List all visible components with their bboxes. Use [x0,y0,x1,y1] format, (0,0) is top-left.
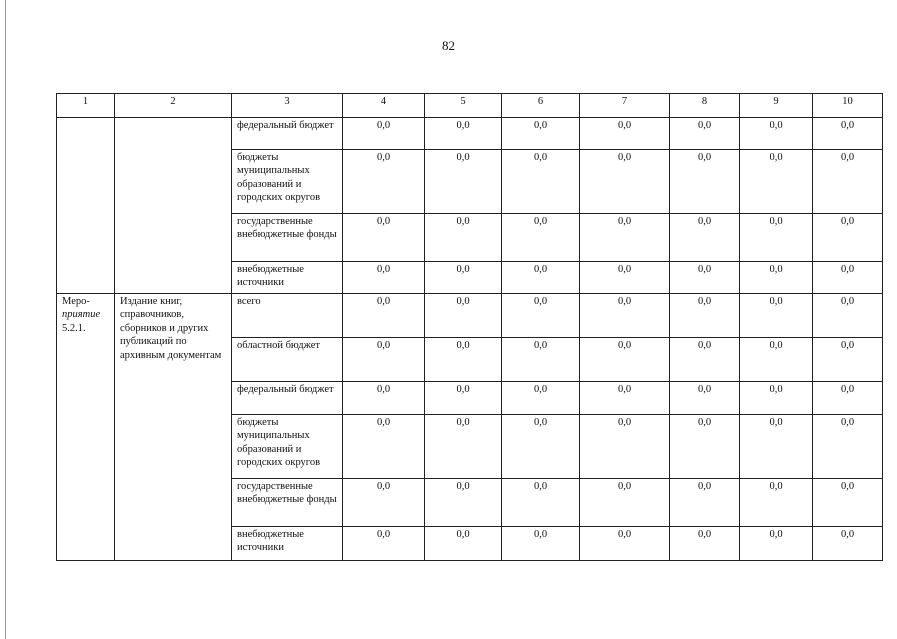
col-header: 6 [502,94,580,118]
value-cell: 0,0 [670,382,740,415]
col-header: 1 [57,94,115,118]
col-header: 3 [232,94,343,118]
value-cell: 0,0 [670,214,740,262]
value-cell: 0,0 [740,118,813,150]
value-cell: 0,0 [580,382,670,415]
value-cell: 0,0 [813,294,883,338]
value-cell: 0,0 [425,118,502,150]
value-cell: 0,0 [425,262,502,294]
table-row [57,294,883,338]
value-cell: 0,0 [502,118,580,150]
value-cell: 0,0 [813,338,883,382]
value-cell: 0,0 [425,415,502,479]
value-cell: 0,0 [580,479,670,527]
source-cell: бюджеты муниципальных образований и городских округов [232,150,343,214]
value-cell: 0,0 [813,150,883,214]
value-cell: 0,0 [670,118,740,150]
value-cell: 0,0 [580,150,670,214]
value-cell: 0,0 [343,262,425,294]
value-cell: 0,0 [670,415,740,479]
value-cell: 0,0 [580,338,670,382]
col-header: 4 [343,94,425,118]
value-cell: 0,0 [502,214,580,262]
empty-name-cell [115,118,232,294]
source-cell: областной бюджет [232,338,343,382]
value-cell: 0,0 [502,150,580,214]
value-cell: 0,0 [580,527,670,561]
value-cell: 0,0 [670,338,740,382]
value-cell: 0,0 [670,150,740,214]
value-cell: 0,0 [425,214,502,262]
col-header: 9 [740,94,813,118]
value-cell: 0,0 [425,338,502,382]
value-cell: 0,0 [343,382,425,415]
source-cell: внебюджетные источники [232,262,343,294]
measure-code-line: Меро- [62,296,90,307]
value-cell: 0,0 [813,262,883,294]
measure-code-line: 5.2.1. [62,322,86,334]
page-left-edge-rule [5,0,6,639]
value-cell: 0,0 [502,527,580,561]
value-cell: 0,0 [740,338,813,382]
value-cell: 0,0 [813,118,883,150]
value-cell: 0,0 [813,527,883,561]
value-cell: 0,0 [502,262,580,294]
value-cell: 0,0 [670,479,740,527]
value-cell: 0,0 [740,527,813,561]
measure-code-cell [57,294,115,561]
value-cell: 0,0 [813,415,883,479]
value-cell: 0,0 [580,118,670,150]
col-header: 2 [115,94,232,118]
value-cell: 0,0 [813,382,883,415]
value-cell: 0,0 [813,214,883,262]
value-cell: 0,0 [670,527,740,561]
value-cell: 0,0 [502,479,580,527]
value-cell: 0,0 [502,338,580,382]
source-cell: федеральный бюджет [232,118,343,150]
value-cell: 0,0 [502,415,580,479]
value-cell: 0,0 [343,294,425,338]
value-cell: 0,0 [343,338,425,382]
source-cell: всего [232,294,343,338]
page-number: 82 [442,38,455,53]
source-cell: бюджеты муниципальных образований и городских округов [232,415,343,479]
value-cell: 0,0 [343,150,425,214]
value-cell: 0,0 [580,415,670,479]
value-cell: 0,0 [740,479,813,527]
value-cell: 0,0 [740,262,813,294]
empty-code-cell [57,118,115,294]
value-cell: 0,0 [813,479,883,527]
value-cell: 0,0 [343,415,425,479]
measure-code-line: приятие [62,309,101,321]
value-cell: 0,0 [425,294,502,338]
value-cell: 0,0 [740,382,813,415]
col-header: 8 [670,94,740,118]
value-cell: 0,0 [670,294,740,338]
value-cell: 0,0 [740,294,813,338]
value-cell: 0,0 [425,382,502,415]
value-cell: 0,0 [670,262,740,294]
source-cell: федеральный бюджет [232,382,343,415]
source-cell: государственные внебюджетные фонды [232,214,343,262]
funding-table [56,93,883,561]
value-cell: 0,0 [740,150,813,214]
value-cell: 0,0 [580,294,670,338]
col-header: 10 [813,94,883,118]
table-row [57,118,883,150]
value-cell: 0,0 [580,262,670,294]
value-cell: 0,0 [740,415,813,479]
value-cell: 0,0 [425,150,502,214]
value-cell: 0,0 [343,118,425,150]
value-cell: 0,0 [343,479,425,527]
value-cell: 0,0 [343,214,425,262]
value-cell: 0,0 [740,214,813,262]
value-cell: 0,0 [343,527,425,561]
value-cell: 0,0 [502,382,580,415]
value-cell: 0,0 [580,214,670,262]
value-cell: 0,0 [425,527,502,561]
source-cell: государственные внебюджетные фонды [232,479,343,527]
value-cell: 0,0 [502,294,580,338]
column-number-row [57,94,883,118]
source-cell: внебюджетные источники [232,527,343,561]
measure-name-cell: Издание книг, справочников, сборников и других публикаций по архивным документам [115,294,232,561]
col-header: 5 [425,94,502,118]
value-cell: 0,0 [425,479,502,527]
col-header: 7 [580,94,670,118]
